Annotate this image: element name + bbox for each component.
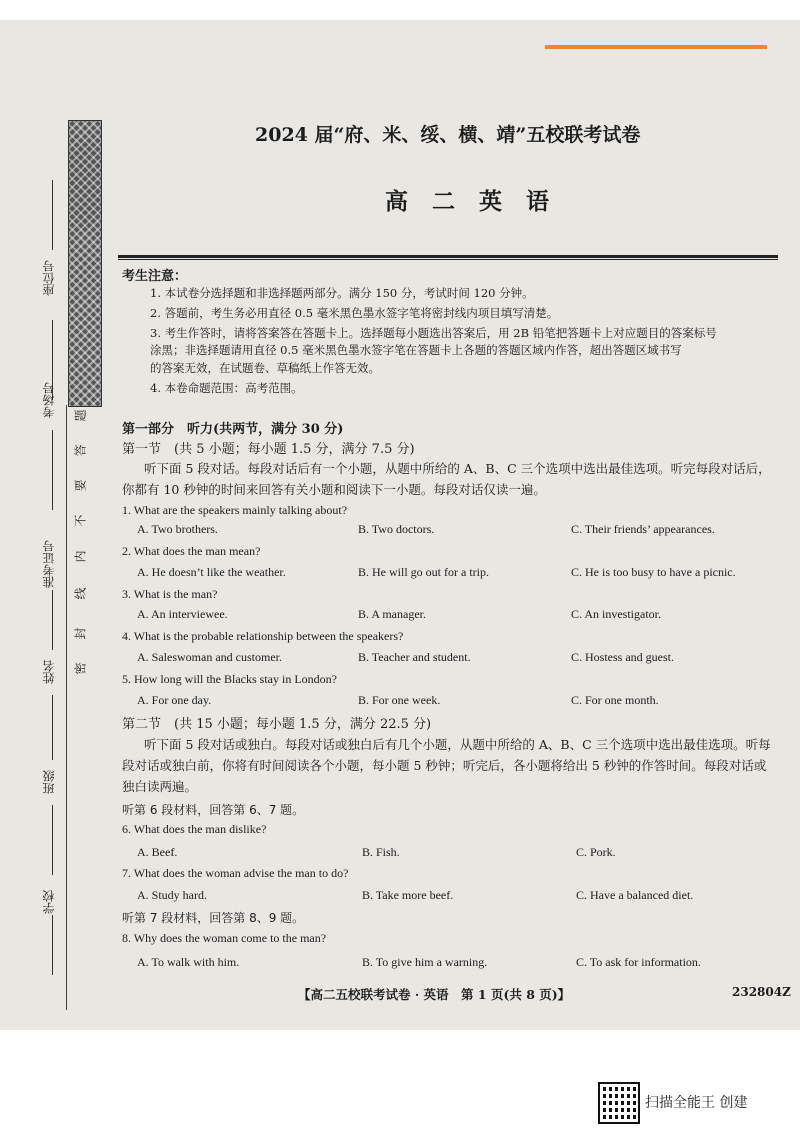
option-a: A. Beef. — [137, 845, 178, 859]
name-blank — [52, 695, 53, 760]
school-blank — [52, 915, 53, 975]
option-b: B. He will go out for a trip. — [358, 565, 489, 579]
question-4: 4. What is the probable relationship between the speakers? — [122, 629, 404, 643]
ticket-blank — [52, 590, 53, 650]
scanner-brand: 扫描全能王 创建 — [645, 1095, 748, 1111]
seal-char: 内 — [73, 550, 88, 563]
option-c: C. For one month. — [571, 693, 659, 707]
question-1: 1. What are the speakers mainly talking about? — [122, 503, 348, 517]
option-b: B. To give him a warning. — [362, 955, 488, 969]
section1-intro: 听下面 5 段对话。每段对话后有一个小题，从题中所给的 A、B、C 三个选项中选出最佳选项。听完每段对话后，你都有 10 秒钟的时间来回答有关小题和阅读下一小题。每段对话仅读一遍。 — [122, 461, 771, 497]
qr-code-icon — [598, 1082, 640, 1124]
header-rule-thick — [118, 255, 778, 258]
question-7: 7. What does the woman advise the man to do? — [122, 866, 349, 880]
material-6: 听第 6 段材料，回答第 6、7 题。 — [122, 803, 305, 817]
binding-margin — [0, 120, 102, 1010]
seat-label: 座位号 — [42, 260, 56, 296]
option-b: B. For one week. — [358, 693, 441, 707]
option-a: A. An interviewee. — [137, 607, 228, 621]
header-rule-thin — [118, 259, 778, 260]
room-blank — [52, 430, 53, 510]
top-blank — [52, 180, 53, 250]
option-c: C. An investigator. — [571, 607, 661, 621]
question-5: 5. How long will the Blacks stay in London? — [122, 672, 337, 686]
notice-item: 4. 本卷命题范围：高考范围。 — [150, 381, 303, 395]
option-c: C. Hostess and guest. — [571, 650, 674, 664]
option-b: B. Two doctors. — [358, 522, 435, 536]
option-a: A. He doesn’t like the weather. — [137, 565, 286, 579]
school-label: 学校 — [42, 890, 56, 914]
class-label: 班级 — [42, 770, 56, 794]
option-c: C. Their friends’ appearances. — [571, 522, 715, 536]
material-7: 听第 7 段材料，回答第 8、9 题。 — [122, 911, 305, 925]
option-a: A. Two brothers. — [137, 522, 218, 536]
option-c: C. Pork. — [576, 845, 616, 859]
seal-char: 要 — [73, 479, 88, 492]
notice-item: 的答案无效，在试题卷、草稿纸上作答无效。 — [150, 361, 380, 375]
notice-item: 3. 考生作答时，请将答案答在答题卡上。选择题每小题选出答案后，用 2B 铅笔把答题卡上对应题目的答案标号 — [150, 326, 717, 340]
notice-heading: 考生注意： — [122, 269, 188, 284]
exam-code: 232804Z — [732, 985, 791, 999]
option-b: B. Take more beef. — [362, 888, 454, 902]
option-c: C. To ask for information. — [576, 955, 701, 969]
subject-title: 高 二 英 语 — [385, 189, 558, 215]
room-label: 考场号 — [42, 382, 56, 418]
section2-intro: 听下面 5 段对话或独白。每段对话或独白后有几个小题，从题中所给的 A、B、C 三个选项中选出最佳选项。听每段对话或独白前，你将有时间阅读各个小题，每小题 5 秒钟；听完后，各小题将给出 5 秒钟的作答时间。每段对话或独白读两遍。 — [122, 737, 771, 794]
option-b: B. Fish. — [362, 845, 400, 859]
section1-heading: 第一节 (共 5 小题；每小题 1.5 分，满分 7.5 分) — [122, 442, 415, 457]
seal-char: 密 — [73, 662, 88, 675]
question-3: 3. What is the man? — [122, 587, 218, 601]
question-8: 8. Why does the woman come to the man? — [122, 931, 327, 945]
option-c: C. Have a balanced diet. — [576, 888, 694, 902]
seal-char: 答 — [73, 444, 88, 457]
question-6: 6. What does the man dislike? — [122, 822, 267, 836]
notice-item: 涂黑；非选择题请用直径 0.5 毫米黑色墨水签字笔在答题卡上各题的答题区域内作答，超出答题区域书写 — [150, 343, 682, 357]
page-footer: 【高二五校联考试卷 · 英语 第 1 页(共 8 页)】 — [298, 987, 571, 1002]
orange-edge-strip — [545, 45, 767, 49]
notice-item: 2. 答题前，考生务必用直径 0.5 毫米黑色墨水签字笔将密封线内项目填写清楚。 — [150, 306, 559, 320]
exam-title: 2024 届“府、米、绥、横、靖”五校联考试卷 — [255, 124, 641, 146]
name-label: 姓名 — [42, 660, 56, 684]
ticket-label: 准考证号 — [42, 540, 56, 588]
option-a: A. To walk with him. — [137, 955, 240, 969]
notice-item: 1. 本试卷分选择题和非选择题两部分。满分 150 分，考试时间 120 分钟。 — [150, 286, 534, 300]
section2-heading: 第二节 (共 15 小题；每小题 1.5 分，满分 22.5 分) — [122, 717, 432, 732]
seal-char: 题 — [73, 409, 88, 422]
option-a: A. Saleswoman and customer. — [137, 650, 282, 664]
seal-char: 不 — [73, 514, 88, 527]
option-c: C. He is too busy to have a picnic. — [571, 565, 736, 579]
class-blank — [52, 805, 53, 875]
option-b: B. A manager. — [358, 607, 426, 621]
seal-line — [66, 405, 67, 1010]
option-b: B. Teacher and student. — [358, 650, 471, 664]
option-a: A. Study hard. — [137, 888, 207, 902]
seal-char: 线 — [73, 587, 88, 600]
seal-char: 封 — [73, 627, 88, 640]
part1-heading: 第一部分 听力(共两节，满分 30 分) — [122, 422, 344, 437]
binding-pattern — [68, 120, 102, 407]
question-2: 2. What does the man mean? — [122, 544, 261, 558]
option-a: A. For one day. — [137, 693, 212, 707]
